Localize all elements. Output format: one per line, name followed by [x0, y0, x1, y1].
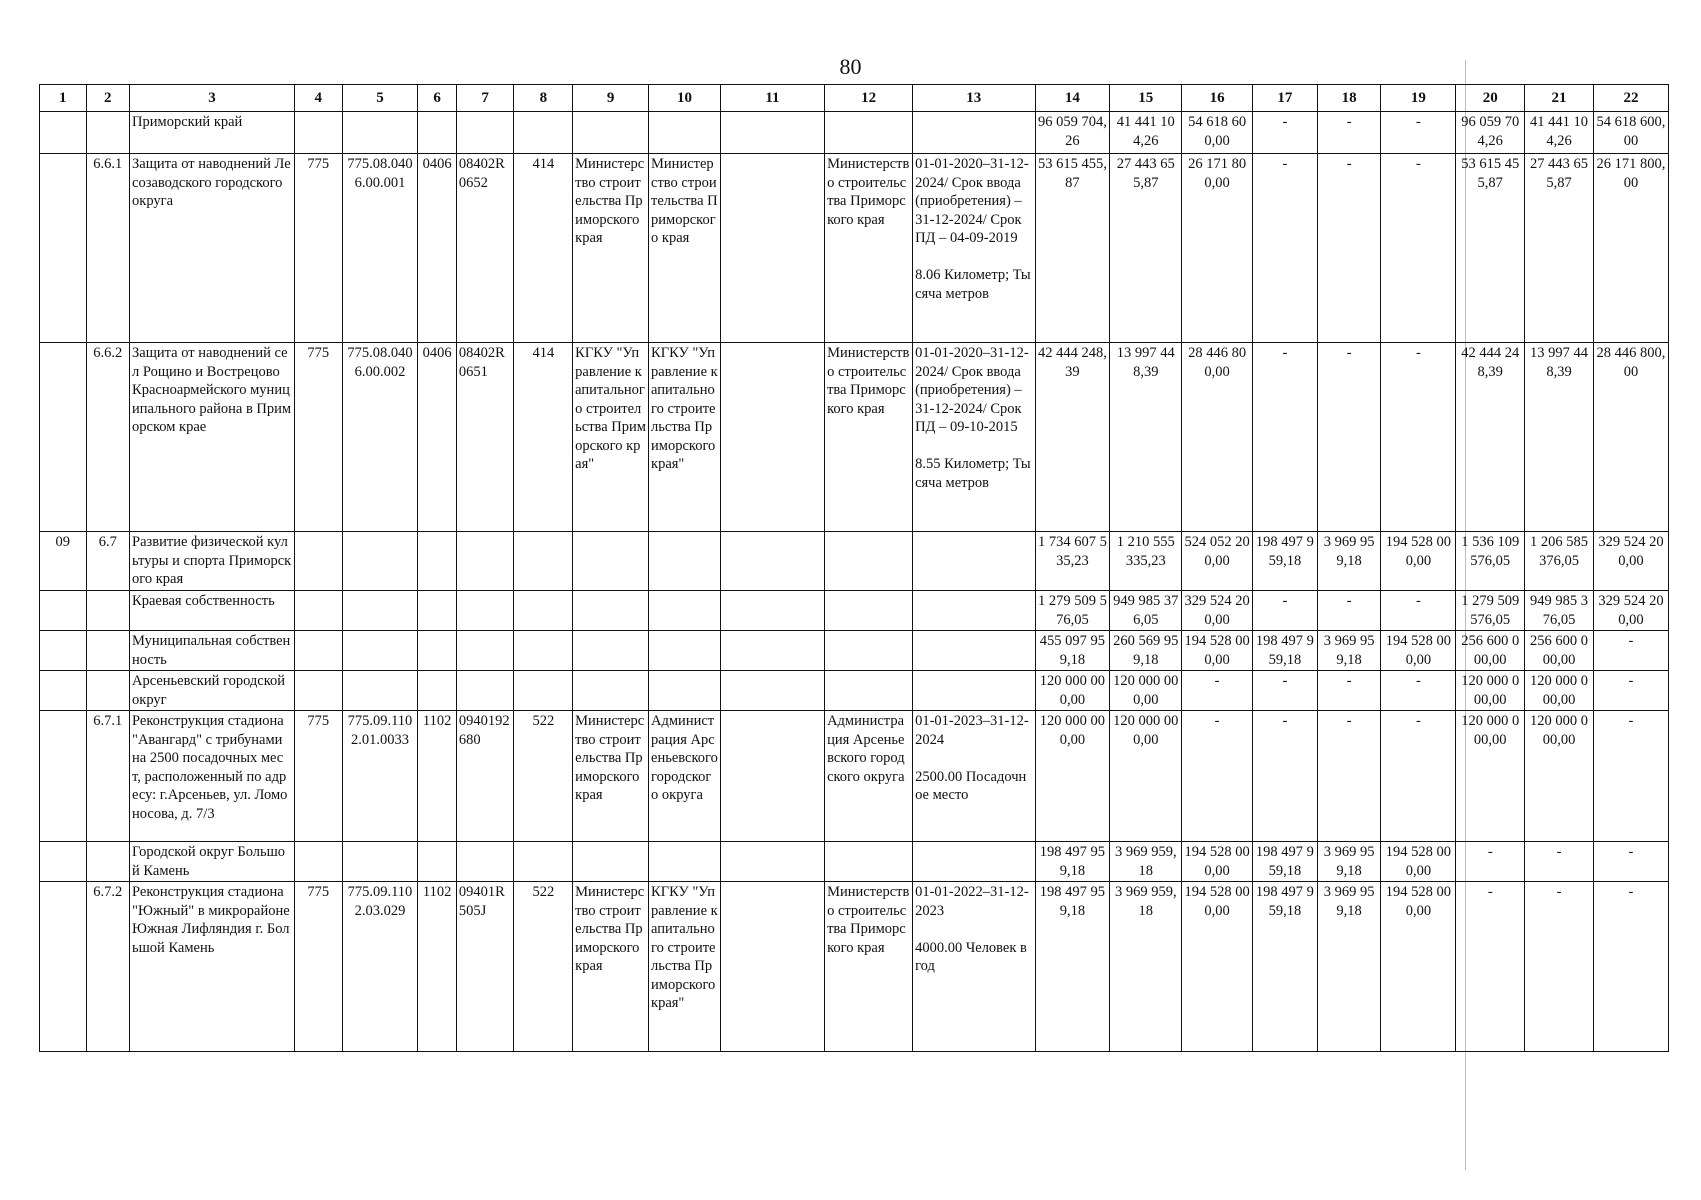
table-cell-col-13: 01-01-2023–31-12-2024 2500.00 Посадочное место — [913, 711, 1035, 842]
table-cell-col-17: - — [1253, 671, 1318, 711]
table-cell-col-20: 42 444 248,39 — [1456, 343, 1525, 532]
table-cell-col-14: 198 497 959,18 — [1035, 882, 1110, 1052]
table-cell-col-9 — [573, 842, 649, 882]
table-cell-col-15: 1 210 555 335,23 — [1110, 532, 1182, 591]
table-cell-col-13: 01-01-2022–31-12-2023 4000.00 Человек в год — [913, 882, 1035, 1052]
table-cell-col-21: 256 600 000,00 — [1525, 631, 1594, 671]
table-cell-col-7 — [456, 532, 514, 591]
table-cell-col-5: 775.08.0406.00.001 — [342, 154, 418, 343]
table-cell-col-13 — [913, 631, 1035, 671]
table-cell-col-10: Администрация Арсеньевского городского округа — [649, 711, 721, 842]
table-cell-col-2 — [86, 842, 130, 882]
table-body — [40, 112, 1669, 1052]
table-cell-col-16: - — [1182, 671, 1253, 711]
table-row — [40, 532, 1669, 591]
table-cell-col-1: 09 — [40, 532, 87, 591]
table-cell-col-2: 6.6.2 — [86, 343, 130, 532]
table-cell-col-1 — [40, 154, 87, 343]
table-cell-col-3: Защита от наводнений Лесозаводского городского округа — [130, 154, 295, 343]
table-cell-col-11 — [720, 591, 824, 631]
table-header-row — [40, 85, 1669, 112]
table-cell-col-10 — [649, 532, 721, 591]
table-cell-col-9: Министерство строительства Приморского края — [573, 154, 649, 343]
table-cell-col-7: 08402R0652 — [456, 154, 514, 343]
table-cell-col-14: 42 444 248,39 — [1035, 343, 1110, 532]
table-cell-col-13 — [913, 532, 1035, 591]
column-header-5: 5 — [342, 85, 418, 112]
column-header-4: 4 — [294, 85, 342, 112]
table-cell-col-9: КГКУ "Управление капитального строительства Приморского края" — [573, 343, 649, 532]
column-header-17: 17 — [1253, 85, 1318, 112]
table-cell-col-14: 120 000 000,00 — [1035, 711, 1110, 842]
table-cell-col-16: - — [1182, 711, 1253, 842]
table-cell-col-20: - — [1456, 842, 1525, 882]
table-cell-col-11 — [720, 882, 824, 1052]
column-header-14: 14 — [1035, 85, 1110, 112]
table-cell-col-13: 01-01-2020–31-12-2024/ Срок ввода (приобретения) – 31-12-2024/ Срок ПД – 09-10-2015 8.55 Километр; Тысяча метров — [913, 343, 1035, 532]
table-cell-col-17: 198 497 959,18 — [1253, 882, 1318, 1052]
budget-table — [39, 84, 1669, 1052]
table-cell-col-9: Министерство строительства Приморского края — [573, 711, 649, 842]
table-cell-col-8: 522 — [514, 711, 573, 842]
table-cell-col-19: 194 528 000,00 — [1381, 842, 1456, 882]
table-cell-col-3: Реконструкция стадиона "Авангард" с трибунами на 2500 посадочных мест, расположенный по адресу: г.Арсеньев, ул. Ломоносова, д. 7/3 — [130, 711, 295, 842]
column-header-3: 3 — [130, 85, 295, 112]
table-cell-col-18: 3 969 959,18 — [1317, 532, 1381, 591]
table-cell-col-5: 775.09.1102.01.0033 — [342, 711, 418, 842]
table-cell-col-20: 1 536 109 576,05 — [1456, 532, 1525, 591]
table-cell-col-4: 775 — [294, 882, 342, 1052]
table-cell-col-3: Развитие физической культуры и спорта Приморского края — [130, 532, 295, 591]
table-cell-col-22: - — [1593, 711, 1668, 842]
table-cell-col-21: 120 000 000,00 — [1525, 671, 1594, 711]
table-cell-col-2 — [86, 631, 130, 671]
table-cell-col-19: 194 528 000,00 — [1381, 532, 1456, 591]
table-cell-col-1 — [40, 343, 87, 532]
table-cell-col-14: 1 734 607 535,23 — [1035, 532, 1110, 591]
column-header-19: 19 — [1381, 85, 1456, 112]
table-cell-col-17: 198 497 959,18 — [1253, 842, 1318, 882]
table-cell-col-22: - — [1593, 882, 1668, 1052]
table-cell-col-7 — [456, 671, 514, 711]
table-cell-col-20: - — [1456, 882, 1525, 1052]
table-cell-col-19: - — [1381, 112, 1456, 154]
table-cell-col-19: - — [1381, 591, 1456, 631]
table-cell-col-15: 13 997 448,39 — [1110, 343, 1182, 532]
table-cell-col-16: 194 528 000,00 — [1182, 882, 1253, 1052]
table-cell-col-11 — [720, 112, 824, 154]
table-cell-col-7 — [456, 631, 514, 671]
table-cell-col-18: - — [1317, 711, 1381, 842]
table-cell-col-2: 6.7 — [86, 532, 130, 591]
table-cell-col-21: - — [1525, 842, 1594, 882]
table-cell-col-8: 414 — [514, 154, 573, 343]
table-cell-col-7 — [456, 842, 514, 882]
table-cell-col-11 — [720, 154, 824, 343]
table-cell-col-21: - — [1525, 882, 1594, 1052]
table-cell-col-13 — [913, 112, 1035, 154]
table-cell-col-4 — [294, 591, 342, 631]
table-row — [40, 112, 1669, 154]
table-cell-col-5 — [342, 532, 418, 591]
table-row — [40, 591, 1669, 631]
table-cell-col-20: 120 000 000,00 — [1456, 671, 1525, 711]
table-cell-col-12 — [825, 842, 913, 882]
table-cell-col-15: 260 569 959,18 — [1110, 631, 1182, 671]
table-cell-col-9 — [573, 112, 649, 154]
table-cell-col-9 — [573, 532, 649, 591]
table-cell-col-19: - — [1381, 711, 1456, 842]
table-cell-col-21: 949 985 376,05 — [1525, 591, 1594, 631]
table-cell-col-4 — [294, 532, 342, 591]
table-cell-col-11 — [720, 631, 824, 671]
table-cell-col-14: 53 615 455,87 — [1035, 154, 1110, 343]
table-cell-col-8 — [514, 631, 573, 671]
table-cell-col-18: 3 969 959,18 — [1317, 882, 1381, 1052]
table-cell-col-8 — [514, 591, 573, 631]
table-cell-col-7: 08402R0651 — [456, 343, 514, 532]
table-cell-col-15: 27 443 655,87 — [1110, 154, 1182, 343]
table-cell-col-4 — [294, 631, 342, 671]
table-cell-col-11 — [720, 671, 824, 711]
table-row — [40, 631, 1669, 671]
table-cell-col-8 — [514, 532, 573, 591]
table-cell-col-4: 775 — [294, 343, 342, 532]
table-row — [40, 842, 1669, 882]
table-cell-col-2: 6.7.2 — [86, 882, 130, 1052]
table-row — [40, 711, 1669, 842]
table-cell-col-8 — [514, 112, 573, 154]
table-cell-col-10 — [649, 591, 721, 631]
table-cell-col-16: 194 528 000,00 — [1182, 842, 1253, 882]
table-cell-col-19: - — [1381, 343, 1456, 532]
table-cell-col-19: - — [1381, 154, 1456, 343]
column-header-21: 21 — [1525, 85, 1594, 112]
table-cell-col-5 — [342, 671, 418, 711]
table-cell-col-15: 3 969 959,18 — [1110, 882, 1182, 1052]
table-cell-col-3: Краевая собственность — [130, 591, 295, 631]
table-cell-col-22: - — [1593, 671, 1668, 711]
table-cell-col-9 — [573, 591, 649, 631]
column-header-20: 20 — [1456, 85, 1525, 112]
table-cell-col-21: 27 443 655,87 — [1525, 154, 1594, 343]
table-cell-col-18: 3 969 959,18 — [1317, 631, 1381, 671]
column-header-2: 2 — [86, 85, 130, 112]
table-row — [40, 671, 1669, 711]
table-cell-col-15: 949 985 376,05 — [1110, 591, 1182, 631]
table-cell-col-22: 329 524 200,00 — [1593, 532, 1668, 591]
table-cell-col-2: 6.6.1 — [86, 154, 130, 343]
table-cell-col-14: 455 097 959,18 — [1035, 631, 1110, 671]
table-cell-col-4: 775 — [294, 711, 342, 842]
table-cell-col-2 — [86, 671, 130, 711]
table-cell-col-3: Защита от наводнений сел Рощино и Вострецово Красноармейского муниципального района в Приморском крае — [130, 343, 295, 532]
table-cell-col-13 — [913, 842, 1035, 882]
column-header-16: 16 — [1182, 85, 1253, 112]
table-cell-col-20: 1 279 509 576,05 — [1456, 591, 1525, 631]
table-cell-col-10 — [649, 112, 721, 154]
table-cell-col-13 — [913, 671, 1035, 711]
table-cell-col-6 — [418, 591, 456, 631]
table-cell-col-6 — [418, 671, 456, 711]
table-cell-col-16: 26 171 800,00 — [1182, 154, 1253, 343]
table-cell-col-1 — [40, 671, 87, 711]
table-cell-col-18: - — [1317, 671, 1381, 711]
table-cell-col-13 — [913, 591, 1035, 631]
table-cell-col-22: 26 171 800,00 — [1593, 154, 1668, 343]
table-cell-col-7 — [456, 112, 514, 154]
table-cell-col-8: 414 — [514, 343, 573, 532]
table-cell-col-12 — [825, 631, 913, 671]
table-cell-col-14: 1 279 509 576,05 — [1035, 591, 1110, 631]
column-header-7: 7 — [456, 85, 514, 112]
table-cell-col-12: Администрация Арсеньевского городского округа — [825, 711, 913, 842]
table-cell-col-20: 256 600 000,00 — [1456, 631, 1525, 671]
table-cell-col-5: 775.08.0406.00.002 — [342, 343, 418, 532]
table-cell-col-3: Реконструкция стадиона "Южный" в микрорайоне Южная Лифляндия г. Большой Камень — [130, 882, 295, 1052]
table-cell-col-20: 120 000 000,00 — [1456, 711, 1525, 842]
table-cell-col-1 — [40, 112, 87, 154]
table-cell-col-11 — [720, 532, 824, 591]
table-cell-col-17: 198 497 959,18 — [1253, 532, 1318, 591]
table-cell-col-19: - — [1381, 671, 1456, 711]
column-header-9: 9 — [573, 85, 649, 112]
table-cell-col-22: 329 524 200,00 — [1593, 591, 1668, 631]
column-header-12: 12 — [825, 85, 913, 112]
table-cell-col-8 — [514, 671, 573, 711]
table-cell-col-21: 13 997 448,39 — [1525, 343, 1594, 532]
table-cell-col-6: 0406 — [418, 343, 456, 532]
table-cell-col-19: 194 528 000,00 — [1381, 882, 1456, 1052]
table-cell-col-7: 09401R505J — [456, 882, 514, 1052]
table-cell-col-17: - — [1253, 112, 1318, 154]
table-cell-col-22: - — [1593, 842, 1668, 882]
column-header-18: 18 — [1317, 85, 1381, 112]
table-cell-col-12 — [825, 112, 913, 154]
table-cell-col-12: Министерство строительства Приморского края — [825, 343, 913, 532]
table-cell-col-6 — [418, 112, 456, 154]
column-header-15: 15 — [1110, 85, 1182, 112]
table-cell-col-22: 54 618 600,00 — [1593, 112, 1668, 154]
table-cell-col-10 — [649, 671, 721, 711]
table-cell-col-3: Городской округ Большой Камень — [130, 842, 295, 882]
column-header-1: 1 — [40, 85, 87, 112]
table-cell-col-16: 329 524 200,00 — [1182, 591, 1253, 631]
table-cell-col-16: 54 618 600,00 — [1182, 112, 1253, 154]
table-cell-col-7: 0940192680 — [456, 711, 514, 842]
table-cell-col-1 — [40, 882, 87, 1052]
table-cell-col-16: 524 052 200,00 — [1182, 532, 1253, 591]
table-cell-col-10 — [649, 631, 721, 671]
table-cell-col-12 — [825, 532, 913, 591]
table-cell-col-21: 1 206 585 376,05 — [1525, 532, 1594, 591]
table-row — [40, 343, 1669, 532]
table-cell-col-4 — [294, 842, 342, 882]
table-cell-col-18: - — [1317, 112, 1381, 154]
table-cell-col-22: 28 446 800,00 — [1593, 343, 1668, 532]
table-cell-col-3: Приморский край — [130, 112, 295, 154]
table-cell-col-10: Министерство строительства Приморского края — [649, 154, 721, 343]
table-cell-col-6 — [418, 631, 456, 671]
column-header-10: 10 — [649, 85, 721, 112]
table-cell-col-12: Министерство строительства Приморского края — [825, 882, 913, 1052]
table-cell-col-10: КГКУ "Управление капитального строительства Приморского края" — [649, 343, 721, 532]
table-cell-col-18: - — [1317, 154, 1381, 343]
table-cell-col-6: 1102 — [418, 882, 456, 1052]
table-cell-col-12: Министерство строительства Приморского края — [825, 154, 913, 343]
table-cell-col-15: 120 000 000,00 — [1110, 671, 1182, 711]
table-cell-col-2 — [86, 591, 130, 631]
table-cell-col-4: 775 — [294, 154, 342, 343]
table-cell-col-20: 53 615 455,87 — [1456, 154, 1525, 343]
table-cell-col-6 — [418, 532, 456, 591]
table-cell-col-18: 3 969 959,18 — [1317, 842, 1381, 882]
table-cell-col-12 — [825, 671, 913, 711]
table-cell-col-7 — [456, 591, 514, 631]
table-cell-col-15: 3 969 959,18 — [1110, 842, 1182, 882]
table-cell-col-1 — [40, 711, 87, 842]
table-cell-col-17: 198 497 959,18 — [1253, 631, 1318, 671]
column-header-13: 13 — [913, 85, 1035, 112]
table-cell-col-2: 6.7.1 — [86, 711, 130, 842]
table-cell-col-18: - — [1317, 343, 1381, 532]
table-cell-col-17: - — [1253, 154, 1318, 343]
table-cell-col-21: 41 441 104,26 — [1525, 112, 1594, 154]
table-cell-col-12 — [825, 591, 913, 631]
column-header-6: 6 — [418, 85, 456, 112]
table-cell-col-5 — [342, 842, 418, 882]
table-cell-col-11 — [720, 842, 824, 882]
table-cell-col-1 — [40, 591, 87, 631]
table-cell-col-16: 28 446 800,00 — [1182, 343, 1253, 532]
table-cell-col-20: 96 059 704,26 — [1456, 112, 1525, 154]
table-cell-col-2 — [86, 112, 130, 154]
table-cell-col-17: - — [1253, 343, 1318, 532]
table-row — [40, 154, 1669, 343]
table-cell-col-9: Министерство строительства Приморского края — [573, 882, 649, 1052]
table-cell-col-4 — [294, 112, 342, 154]
table-cell-col-3: Арсеньевский городской округ — [130, 671, 295, 711]
table-cell-col-15: 41 441 104,26 — [1110, 112, 1182, 154]
page-number: 80 — [839, 54, 862, 79]
table-cell-col-17: - — [1253, 591, 1318, 631]
table-cell-col-1 — [40, 631, 87, 671]
table-cell-col-6: 0406 — [418, 154, 456, 343]
table-cell-col-18: - — [1317, 591, 1381, 631]
table-cell-col-14: 120 000 000,00 — [1035, 671, 1110, 711]
table-row — [40, 882, 1669, 1052]
table-cell-col-13: 01-01-2020–31-12-2024/ Срок ввода (приобретения) – 31-12-2024/ Срок ПД – 04-09-2019 8.06 Километр; Тысяча метров — [913, 154, 1035, 343]
table-cell-col-14: 96 059 704,26 — [1035, 112, 1110, 154]
table-cell-col-19: 194 528 000,00 — [1381, 631, 1456, 671]
column-header-22: 22 — [1593, 85, 1668, 112]
table-cell-col-6: 1102 — [418, 711, 456, 842]
column-header-8: 8 — [514, 85, 573, 112]
table-cell-col-4 — [294, 671, 342, 711]
table-cell-col-11 — [720, 711, 824, 842]
table-cell-col-10 — [649, 842, 721, 882]
table-cell-col-16: 194 528 000,00 — [1182, 631, 1253, 671]
table-cell-col-9 — [573, 631, 649, 671]
table-cell-col-8: 522 — [514, 882, 573, 1052]
table-cell-col-14: 198 497 959,18 — [1035, 842, 1110, 882]
table-cell-col-8 — [514, 842, 573, 882]
table-cell-col-5 — [342, 631, 418, 671]
table-cell-col-5 — [342, 591, 418, 631]
column-header-11: 11 — [720, 85, 824, 112]
table-cell-col-3: Муниципальная собственность — [130, 631, 295, 671]
table-cell-col-10: КГКУ "Управление капитального строительства Приморского края" — [649, 882, 721, 1052]
table-cell-col-6 — [418, 842, 456, 882]
table-cell-col-21: 120 000 000,00 — [1525, 711, 1594, 842]
table-cell-col-11 — [720, 343, 824, 532]
table-cell-col-9 — [573, 671, 649, 711]
table-cell-col-5 — [342, 112, 418, 154]
table-cell-col-17: - — [1253, 711, 1318, 842]
table-cell-col-5: 775.09.1102.03.029 — [342, 882, 418, 1052]
table-cell-col-15: 120 000 000,00 — [1110, 711, 1182, 842]
table-cell-col-1 — [40, 842, 87, 882]
table-cell-col-22: - — [1593, 631, 1668, 671]
